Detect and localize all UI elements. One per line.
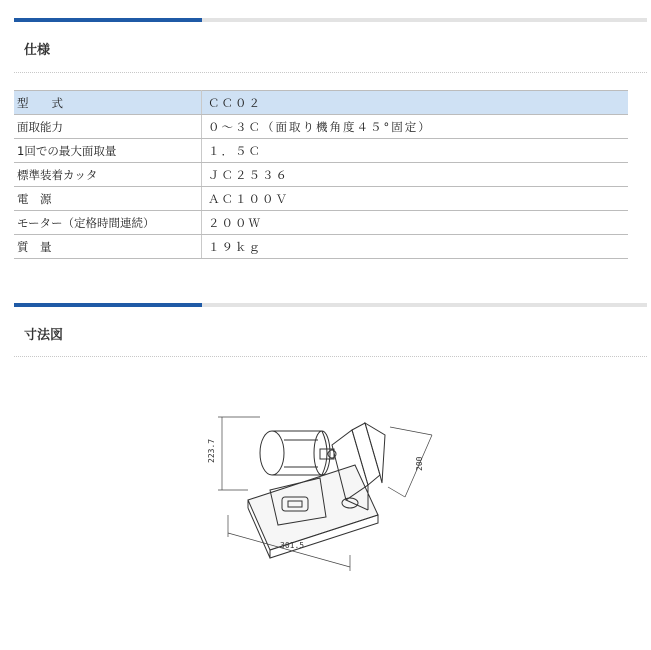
dimension-section-accent — [14, 303, 202, 307]
spec-section-accent — [14, 18, 202, 22]
spec-row — [14, 115, 628, 139]
dimension-section-title: 寸法図 — [24, 328, 64, 343]
spec-label: モーター（定格時間連続） — [14, 211, 202, 235]
dim-width-label: 301.5 — [280, 541, 305, 550]
spec-label: 型 式 — [14, 91, 202, 115]
spec-value: ＡＣ１００Ｖ — [202, 187, 629, 211]
spec-row — [14, 187, 628, 211]
spec-value: ＣＣ０２ — [202, 91, 629, 115]
spec-value: ０～３Ｃ（面取り機角度４５°固定） — [202, 115, 629, 139]
spec-row — [14, 235, 628, 259]
spec-value: ＪＣ２５３６ — [202, 163, 629, 187]
spec-label: 標準装着カッタ — [14, 163, 202, 187]
spec-section-divider — [14, 72, 647, 73]
spec-label: 質 量 — [14, 235, 202, 259]
spec-label: 面取能力 — [14, 115, 202, 139]
spec-value: ２００Ｗ — [202, 211, 629, 235]
spec-row — [14, 163, 628, 187]
machine-line-drawing — [200, 405, 445, 575]
spec-value: １９ｋｇ — [202, 235, 629, 259]
spec-row — [14, 211, 628, 235]
dimension-section-divider — [14, 356, 647, 357]
spec-section-bar — [14, 18, 647, 22]
dim-height-label: 223.7 — [207, 438, 216, 463]
spec-section-title: 仕様 — [24, 43, 51, 58]
spec-row — [14, 91, 628, 115]
spec-label: 1回での最大面取量 — [14, 139, 202, 163]
dim-depth-label: 200 — [415, 456, 424, 471]
dimension-drawing — [200, 405, 445, 579]
spec-row — [14, 139, 628, 163]
spec-value: １．５Ｃ — [202, 139, 629, 163]
dimension-section-bar — [14, 303, 647, 307]
spec-label: 電 源 — [14, 187, 202, 211]
spec-table — [14, 90, 628, 259]
